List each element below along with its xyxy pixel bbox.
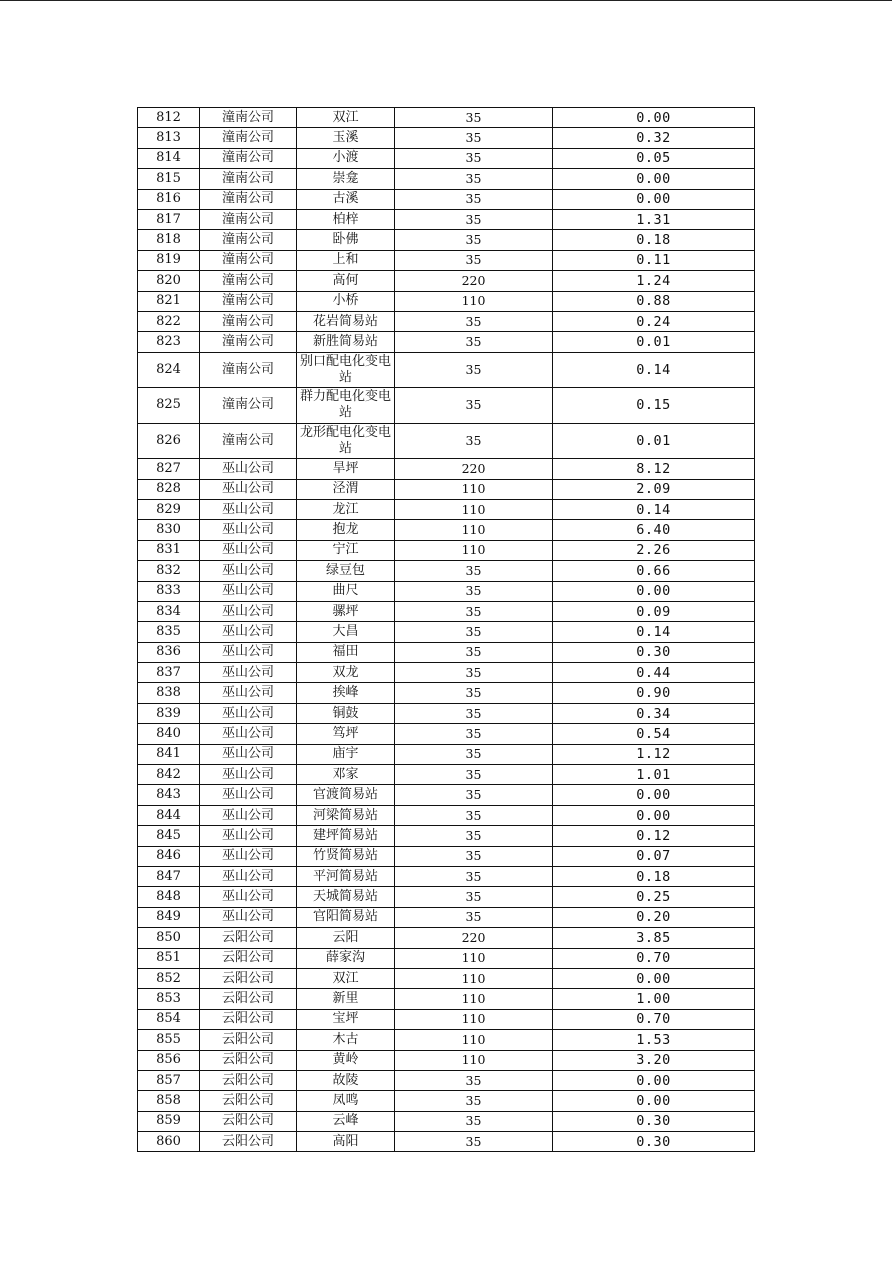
station-name-cell: 泾渭 — [297, 479, 395, 499]
value-cell: 0.15 — [553, 388, 755, 424]
company-cell: 云阳公司 — [200, 1050, 297, 1070]
row-number-cell: 846 — [138, 846, 200, 866]
value-cell: 0.00 — [553, 1070, 755, 1090]
voltage-kv-cell: 35 — [395, 867, 553, 887]
table-row — [138, 1091, 755, 1111]
station-name-cell: 平河简易站 — [297, 867, 395, 887]
company-cell: 巫山公司 — [200, 540, 297, 560]
voltage-kv-cell: 110 — [395, 479, 553, 499]
row-number-cell: 841 — [138, 744, 200, 764]
company-cell: 潼南公司 — [200, 423, 297, 459]
station-name-cell: 小渡 — [297, 148, 395, 168]
table-row — [138, 169, 755, 189]
row-number-cell: 826 — [138, 423, 200, 459]
value-cell: 0.00 — [553, 189, 755, 209]
value-cell: 1.53 — [553, 1030, 755, 1050]
voltage-kv-cell: 35 — [395, 581, 553, 601]
voltage-kv-cell: 35 — [395, 846, 553, 866]
station-name-cell: 双江 — [297, 108, 395, 128]
row-number-cell: 838 — [138, 683, 200, 703]
row-number-cell: 850 — [138, 928, 200, 948]
row-number-cell: 859 — [138, 1111, 200, 1131]
company-cell: 巫山公司 — [200, 622, 297, 642]
table-row — [138, 1030, 755, 1050]
table-row — [138, 581, 755, 601]
value-cell: 0.18 — [553, 230, 755, 250]
row-number-cell: 839 — [138, 703, 200, 723]
station-name-cell: 小桥 — [297, 291, 395, 311]
voltage-kv-cell: 35 — [395, 189, 553, 209]
table-row — [138, 663, 755, 683]
voltage-kv-cell: 35 — [395, 169, 553, 189]
company-cell: 潼南公司 — [200, 332, 297, 352]
row-number-cell: 818 — [138, 230, 200, 250]
row-number-cell: 845 — [138, 826, 200, 846]
value-cell: 0.90 — [553, 683, 755, 703]
voltage-kv-cell: 35 — [395, 601, 553, 621]
company-cell: 潼南公司 — [200, 148, 297, 168]
station-name-cell: 高何 — [297, 271, 395, 291]
company-cell: 潼南公司 — [200, 388, 297, 424]
table-row — [138, 423, 755, 459]
voltage-kv-cell: 35 — [395, 683, 553, 703]
voltage-kv-cell: 110 — [395, 520, 553, 540]
voltage-kv-cell: 110 — [395, 540, 553, 560]
value-cell: 0.09 — [553, 601, 755, 621]
station-name-cell: 龙江 — [297, 499, 395, 519]
station-name-cell: 抱龙 — [297, 520, 395, 540]
table-row — [138, 968, 755, 988]
station-name-cell: 挨峰 — [297, 683, 395, 703]
company-cell: 云阳公司 — [200, 1091, 297, 1111]
table-row — [138, 352, 755, 388]
station-name-cell: 卧佛 — [297, 230, 395, 250]
value-cell: 0.88 — [553, 291, 755, 311]
station-name-cell: 故陵 — [297, 1070, 395, 1090]
station-name-cell: 古溪 — [297, 189, 395, 209]
table-row — [138, 846, 755, 866]
value-cell: 0.14 — [553, 622, 755, 642]
voltage-kv-cell: 35 — [395, 561, 553, 581]
row-number-cell: 855 — [138, 1030, 200, 1050]
value-cell: 0.14 — [553, 499, 755, 519]
station-name-cell: 黄岭 — [297, 1050, 395, 1070]
station-name-cell: 绿豆包 — [297, 561, 395, 581]
station-name-cell: 新里 — [297, 989, 395, 1009]
table-row — [138, 622, 755, 642]
company-cell: 巫山公司 — [200, 785, 297, 805]
substation-table — [137, 107, 755, 1152]
value-cell: 0.70 — [553, 1009, 755, 1029]
table-row — [138, 128, 755, 148]
row-number-cell: 831 — [138, 540, 200, 560]
value-cell: 6.40 — [553, 520, 755, 540]
station-name-cell: 竹贤简易站 — [297, 846, 395, 866]
value-cell: 2.26 — [553, 540, 755, 560]
table-row — [138, 724, 755, 744]
value-cell: 1.31 — [553, 209, 755, 229]
company-cell: 云阳公司 — [200, 1030, 297, 1050]
voltage-kv-cell: 35 — [395, 703, 553, 723]
station-name-cell: 宝坪 — [297, 1009, 395, 1029]
value-cell: 0.25 — [553, 887, 755, 907]
station-name-cell: 云阳 — [297, 928, 395, 948]
row-number-cell: 849 — [138, 907, 200, 927]
company-cell: 潼南公司 — [200, 230, 297, 250]
table-row — [138, 765, 755, 785]
value-cell: 2.09 — [553, 479, 755, 499]
table-row — [138, 189, 755, 209]
station-name-cell: 薛家沟 — [297, 948, 395, 968]
row-number-cell: 832 — [138, 561, 200, 581]
value-cell: 0.20 — [553, 907, 755, 927]
voltage-kv-cell: 35 — [395, 1091, 553, 1111]
table-row — [138, 989, 755, 1009]
row-number-cell: 836 — [138, 642, 200, 662]
value-cell: 0.01 — [553, 332, 755, 352]
table-row — [138, 1111, 755, 1131]
row-number-cell: 835 — [138, 622, 200, 642]
voltage-kv-cell: 35 — [395, 1111, 553, 1131]
voltage-kv-cell: 35 — [395, 663, 553, 683]
voltage-kv-cell: 35 — [395, 230, 553, 250]
value-cell: 1.00 — [553, 989, 755, 1009]
company-cell: 巫山公司 — [200, 601, 297, 621]
table-row — [138, 332, 755, 352]
table-row — [138, 499, 755, 519]
row-number-cell: 856 — [138, 1050, 200, 1070]
table-row — [138, 826, 755, 846]
voltage-kv-cell: 35 — [395, 907, 553, 927]
table-row — [138, 311, 755, 331]
station-name-cell: 木古 — [297, 1030, 395, 1050]
row-number-cell: 824 — [138, 352, 200, 388]
row-number-cell: 823 — [138, 332, 200, 352]
voltage-kv-cell: 110 — [395, 968, 553, 988]
station-name-cell: 旱坪 — [297, 459, 395, 479]
row-number-cell: 844 — [138, 805, 200, 825]
table-row — [138, 703, 755, 723]
station-name-cell: 龙形配电化变电站 — [297, 423, 395, 459]
voltage-kv-cell: 35 — [395, 388, 553, 424]
value-cell: 0.00 — [553, 108, 755, 128]
row-number-cell: 828 — [138, 479, 200, 499]
company-cell: 潼南公司 — [200, 189, 297, 209]
table-row — [138, 561, 755, 581]
station-name-cell: 云峰 — [297, 1111, 395, 1131]
table-row — [138, 887, 755, 907]
value-cell: 0.44 — [553, 663, 755, 683]
value-cell: 0.00 — [553, 581, 755, 601]
table-row — [138, 601, 755, 621]
company-cell: 巫山公司 — [200, 907, 297, 927]
voltage-kv-cell: 35 — [395, 765, 553, 785]
table-row — [138, 230, 755, 250]
station-name-cell: 建坪简易站 — [297, 826, 395, 846]
value-cell: 0.07 — [553, 846, 755, 866]
voltage-kv-cell: 110 — [395, 291, 553, 311]
value-cell: 0.00 — [553, 785, 755, 805]
company-cell: 巫山公司 — [200, 683, 297, 703]
row-number-cell: 854 — [138, 1009, 200, 1029]
station-name-cell: 邓家 — [297, 765, 395, 785]
row-number-cell: 814 — [138, 148, 200, 168]
value-cell: 0.00 — [553, 1091, 755, 1111]
table-row — [138, 867, 755, 887]
row-number-cell: 819 — [138, 250, 200, 270]
value-cell: 0.30 — [553, 1132, 755, 1152]
value-cell: 0.34 — [553, 703, 755, 723]
value-cell: 0.54 — [553, 724, 755, 744]
station-name-cell: 官阳简易站 — [297, 907, 395, 927]
value-cell: 0.14 — [553, 352, 755, 388]
voltage-kv-cell: 35 — [395, 423, 553, 459]
row-number-cell: 851 — [138, 948, 200, 968]
table-row — [138, 291, 755, 311]
voltage-kv-cell: 35 — [395, 744, 553, 764]
company-cell: 巫山公司 — [200, 499, 297, 519]
row-number-cell: 840 — [138, 724, 200, 744]
table-row — [138, 642, 755, 662]
station-name-cell: 新胜简易站 — [297, 332, 395, 352]
voltage-kv-cell: 35 — [395, 148, 553, 168]
voltage-kv-cell: 35 — [395, 622, 553, 642]
company-cell: 巫山公司 — [200, 846, 297, 866]
voltage-kv-cell: 110 — [395, 1050, 553, 1070]
value-cell: 1.24 — [553, 271, 755, 291]
company-cell: 巫山公司 — [200, 867, 297, 887]
voltage-kv-cell: 35 — [395, 724, 553, 744]
value-cell: 0.18 — [553, 867, 755, 887]
company-cell: 潼南公司 — [200, 108, 297, 128]
station-name-cell: 玉溪 — [297, 128, 395, 148]
value-cell: 0.24 — [553, 311, 755, 331]
station-name-cell: 上和 — [297, 250, 395, 270]
station-name-cell: 崇龛 — [297, 169, 395, 189]
company-cell: 潼南公司 — [200, 209, 297, 229]
voltage-kv-cell: 110 — [395, 989, 553, 1009]
table-row — [138, 520, 755, 540]
row-number-cell: 822 — [138, 311, 200, 331]
company-cell: 云阳公司 — [200, 989, 297, 1009]
row-number-cell: 833 — [138, 581, 200, 601]
station-name-cell: 群力配电化变电站 — [297, 388, 395, 424]
row-number-cell: 825 — [138, 388, 200, 424]
voltage-kv-cell: 35 — [395, 332, 553, 352]
value-cell: 0.12 — [553, 826, 755, 846]
page-top-border — [0, 0, 892, 1]
value-cell: 0.00 — [553, 805, 755, 825]
table-row — [138, 928, 755, 948]
voltage-kv-cell: 35 — [395, 209, 553, 229]
company-cell: 潼南公司 — [200, 169, 297, 189]
value-cell: 0.00 — [553, 169, 755, 189]
row-number-cell: 848 — [138, 887, 200, 907]
company-cell: 巫山公司 — [200, 724, 297, 744]
voltage-kv-cell: 220 — [395, 459, 553, 479]
row-number-cell: 812 — [138, 108, 200, 128]
voltage-kv-cell: 35 — [395, 642, 553, 662]
row-number-cell: 813 — [138, 128, 200, 148]
table-row — [138, 479, 755, 499]
value-cell: 0.30 — [553, 642, 755, 662]
row-number-cell: 857 — [138, 1070, 200, 1090]
value-cell: 0.66 — [553, 561, 755, 581]
table-row — [138, 1070, 755, 1090]
company-cell: 云阳公司 — [200, 1070, 297, 1090]
value-cell: 0.32 — [553, 128, 755, 148]
station-name-cell: 庙宇 — [297, 744, 395, 764]
value-cell: 0.11 — [553, 250, 755, 270]
row-number-cell: 842 — [138, 765, 200, 785]
station-name-cell: 别口配电化变电站 — [297, 352, 395, 388]
company-cell: 巫山公司 — [200, 561, 297, 581]
company-cell: 潼南公司 — [200, 250, 297, 270]
station-name-cell: 骡坪 — [297, 601, 395, 621]
company-cell: 巫山公司 — [200, 744, 297, 764]
row-number-cell: 829 — [138, 499, 200, 519]
row-number-cell: 821 — [138, 291, 200, 311]
table-row — [138, 907, 755, 927]
row-number-cell: 852 — [138, 968, 200, 988]
station-name-cell: 大昌 — [297, 622, 395, 642]
company-cell: 巫山公司 — [200, 765, 297, 785]
row-number-cell: 816 — [138, 189, 200, 209]
station-name-cell: 宁江 — [297, 540, 395, 560]
value-cell: 3.85 — [553, 928, 755, 948]
station-name-cell: 笃坪 — [297, 724, 395, 744]
company-cell: 巫山公司 — [200, 826, 297, 846]
voltage-kv-cell: 35 — [395, 1132, 553, 1152]
row-number-cell: 830 — [138, 520, 200, 540]
row-number-cell: 847 — [138, 867, 200, 887]
voltage-kv-cell: 220 — [395, 271, 553, 291]
table-row — [138, 540, 755, 560]
company-cell: 巫山公司 — [200, 642, 297, 662]
voltage-kv-cell: 35 — [395, 1070, 553, 1090]
company-cell: 云阳公司 — [200, 1111, 297, 1131]
voltage-kv-cell: 110 — [395, 1009, 553, 1029]
table-row — [138, 271, 755, 291]
station-name-cell: 凤鸣 — [297, 1091, 395, 1111]
table-row — [138, 250, 755, 270]
value-cell: 1.12 — [553, 744, 755, 764]
company-cell: 云阳公司 — [200, 928, 297, 948]
table-row — [138, 209, 755, 229]
row-number-cell: 820 — [138, 271, 200, 291]
value-cell: 8.12 — [553, 459, 755, 479]
value-cell: 0.01 — [553, 423, 755, 459]
company-cell: 巫山公司 — [200, 479, 297, 499]
row-number-cell: 817 — [138, 209, 200, 229]
row-number-cell: 834 — [138, 601, 200, 621]
voltage-kv-cell: 35 — [395, 887, 553, 907]
value-cell: 0.05 — [553, 148, 755, 168]
voltage-kv-cell: 35 — [395, 805, 553, 825]
value-cell: 3.20 — [553, 1050, 755, 1070]
table-row — [138, 388, 755, 424]
station-name-cell: 福田 — [297, 642, 395, 662]
voltage-kv-cell: 220 — [395, 928, 553, 948]
substation-table-body — [138, 108, 755, 1152]
voltage-kv-cell: 35 — [395, 826, 553, 846]
company-cell: 潼南公司 — [200, 352, 297, 388]
table-row — [138, 1050, 755, 1070]
value-cell: 0.70 — [553, 948, 755, 968]
voltage-kv-cell: 35 — [395, 352, 553, 388]
table-row — [138, 744, 755, 764]
table-row — [138, 148, 755, 168]
value-cell: 0.00 — [553, 968, 755, 988]
voltage-kv-cell: 110 — [395, 499, 553, 519]
voltage-kv-cell: 35 — [395, 108, 553, 128]
company-cell: 巫山公司 — [200, 887, 297, 907]
row-number-cell: 837 — [138, 663, 200, 683]
row-number-cell: 815 — [138, 169, 200, 189]
value-cell: 0.30 — [553, 1111, 755, 1131]
company-cell: 巫山公司 — [200, 459, 297, 479]
row-number-cell: 827 — [138, 459, 200, 479]
table-row — [138, 108, 755, 128]
company-cell: 云阳公司 — [200, 948, 297, 968]
company-cell: 云阳公司 — [200, 1009, 297, 1029]
company-cell: 潼南公司 — [200, 311, 297, 331]
voltage-kv-cell: 35 — [395, 785, 553, 805]
station-name-cell: 河梁简易站 — [297, 805, 395, 825]
row-number-cell: 858 — [138, 1091, 200, 1111]
table-row — [138, 805, 755, 825]
table-row — [138, 1132, 755, 1152]
company-cell: 巫山公司 — [200, 805, 297, 825]
station-name-cell: 柏梓 — [297, 209, 395, 229]
company-cell: 巫山公司 — [200, 581, 297, 601]
company-cell: 巫山公司 — [200, 520, 297, 540]
company-cell: 潼南公司 — [200, 291, 297, 311]
voltage-kv-cell: 110 — [395, 1030, 553, 1050]
station-name-cell: 双龙 — [297, 663, 395, 683]
station-name-cell: 天城简易站 — [297, 887, 395, 907]
company-cell: 潼南公司 — [200, 271, 297, 291]
voltage-kv-cell: 35 — [395, 128, 553, 148]
company-cell: 巫山公司 — [200, 703, 297, 723]
company-cell: 云阳公司 — [200, 1132, 297, 1152]
value-cell: 1.01 — [553, 765, 755, 785]
row-number-cell: 860 — [138, 1132, 200, 1152]
voltage-kv-cell: 35 — [395, 311, 553, 331]
station-name-cell: 花岩简易站 — [297, 311, 395, 331]
table-row — [138, 948, 755, 968]
table-row — [138, 785, 755, 805]
station-name-cell: 曲尺 — [297, 581, 395, 601]
row-number-cell: 843 — [138, 785, 200, 805]
table-row — [138, 1009, 755, 1029]
company-cell: 潼南公司 — [200, 128, 297, 148]
station-name-cell: 铜鼓 — [297, 703, 395, 723]
company-cell: 巫山公司 — [200, 663, 297, 683]
table-row — [138, 459, 755, 479]
voltage-kv-cell: 35 — [395, 250, 553, 270]
row-number-cell: 853 — [138, 989, 200, 1009]
company-cell: 云阳公司 — [200, 968, 297, 988]
voltage-kv-cell: 110 — [395, 948, 553, 968]
station-name-cell: 官渡简易站 — [297, 785, 395, 805]
station-name-cell: 高阳 — [297, 1132, 395, 1152]
table-row — [138, 683, 755, 703]
station-name-cell: 双江 — [297, 968, 395, 988]
